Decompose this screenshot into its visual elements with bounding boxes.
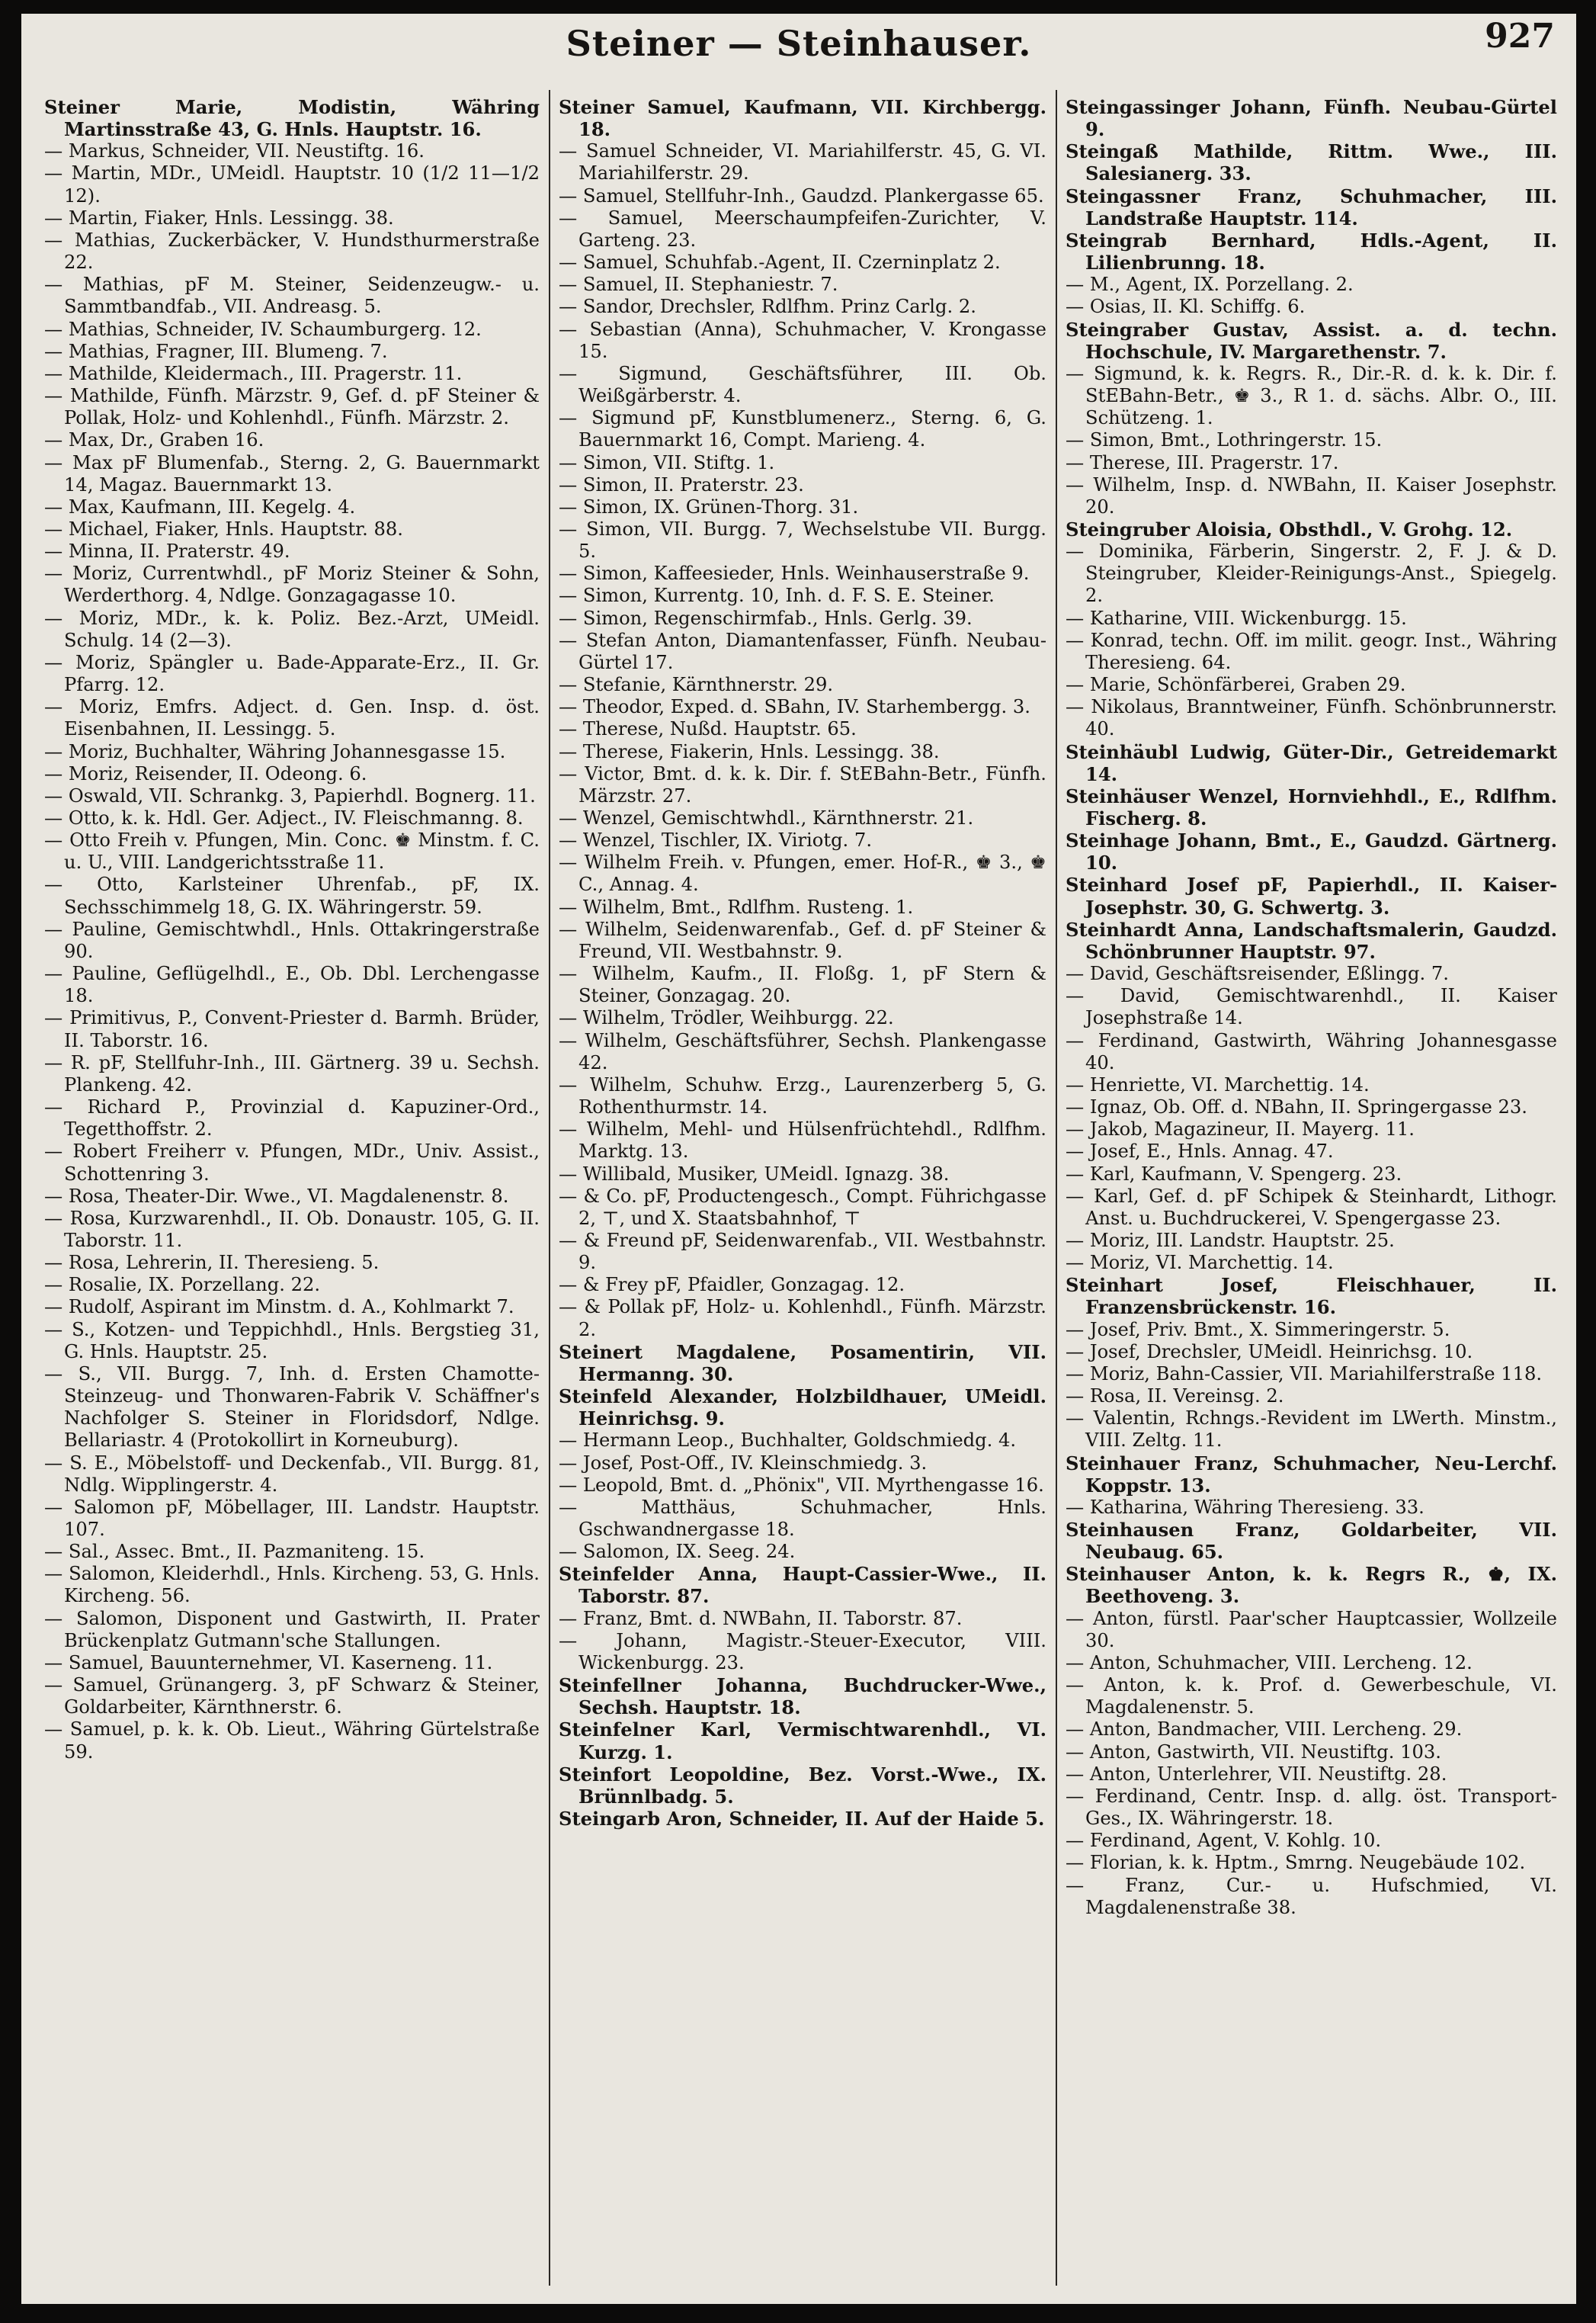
directory-entry: — Wenzel, Gemischtwhdl., Kärnthnerstr. 21. — [559, 807, 974, 829]
directory-entry: — Victor, Bmt. d. k. k. Dir. f. StEBahn-Betr., Fünfh. Märzstr. 27. — [559, 762, 1046, 807]
column-1 — [44, 96, 540, 2292]
directory-entry: — Michael, Fiaker, Hnls. Hauptstr. 88. — [44, 518, 403, 540]
directory-entry: — Simon, Bmt., Lothringerstr. 15. — [1066, 429, 1383, 451]
directory-entry: — Willibald, Musiker, UMeidl. Ignazg. 38. — [559, 1163, 950, 1185]
directory-entry: — Pauline, Geflügelhdl., E., Ob. Dbl. Lerchengasse 18. — [44, 963, 540, 1007]
directory-entry: — Rosa, II. Vereinsg. 2. — [1066, 1385, 1284, 1407]
directory-entry: — Wenzel, Tischler, IX. Viriotg. 7. — [559, 829, 873, 852]
page-header — [21, 14, 1576, 96]
directory-entry: — Sigmund, Geschäftsführer, III. Ob. Weißgärberstr. 4. — [559, 362, 1046, 407]
directory-entry: — Mathias, Fragner, III. Blumeng. 7. — [44, 340, 388, 362]
directory-entry: — Moriz, Bahn-Cassier, VII. Mariahilferstraße 118. — [1066, 1362, 1543, 1384]
directory-entry: — Salomon, Kleiderhdl., Hnls. Kircheng. 53, G. Hnls. Kircheng. 56. — [44, 1563, 540, 1607]
directory-entry: — & Pollak pF, Holz- u. Kohlenhdl., Fünfh. Märzstr. 2. — [559, 1296, 1046, 1340]
directory-headword-entry: Steinfelder Anna, Haupt-Cassier-Wwe., II. Taborstr. 87. — [559, 1563, 1046, 1608]
directory-entry: — Stefan Anton, Diamantenfasser, Fünfh. Neubau-Gürtel 17. — [559, 629, 1046, 673]
directory-entry: — Josef, Post-Off., IV. Kleinschmiedg. 3. — [559, 1452, 928, 1474]
directory-entry: — Samuel, Bauunternehmer, VI. Kaserneng. 11. — [44, 1651, 493, 1673]
directory-entry: — Primitivus, P., Convent-Priester d. Barmh. Brüder, II. Taborstr. 16. — [44, 1007, 540, 1051]
directory-entry: — Wilhelm, Seidenwarenfab., Gef. d. pF Steiner & Freund, VII. Westbahnstr. 9. — [559, 918, 1046, 962]
directory-headword-entry: Steinhage Johann, Bmt., E., Gaudzd. Gärtnerg. 10. — [1066, 829, 1557, 874]
directory-entry: — & Co. pF, Productengesch., Compt. Führichgasse 2, ⊤, und X. Staatsbahnhof, ⊤ — [559, 1185, 1046, 1229]
directory-headword-entry: Steinhardt Anna, Landschaftsmalerin, Gaudzd. Schönbrunner Hauptstr. 97. — [1066, 918, 1557, 963]
directory-entry: — Johann, Magistr.-Steuer-Executor, VIII. Wickenburgg. 23. — [559, 1629, 1046, 1673]
directory-entry: — Moriz, MDr., k. k. Poliz. Bez.-Arzt, UMeidl. Schulg. 14 (2—3). — [44, 607, 540, 651]
directory-entry: — Marie, Schönfärberei, Graben 29. — [1066, 674, 1406, 696]
directory-entry: — Anton, k. k. Prof. d. Gewerbeschule, VI. Magdalenenstr. 5. — [1066, 1674, 1557, 1718]
directory-entry: — Wilhelm Freih. v. Pfungen, emer. Hof-R., ♚ 3., ♚ C., Annag. 4. — [559, 852, 1046, 896]
directory-entry: — Florian, k. k. Hptm., Smrng. Neugebäude 102. — [1066, 1852, 1526, 1874]
directory-entry: — Hermann Leop., Buchhalter, Goldschmiedg. 4. — [559, 1429, 1017, 1452]
directory-entry: — Simon, Kurrentg. 10, Inh. d. F. S. E. Steiner. — [559, 585, 995, 607]
directory-entry: — Max pF Blumenfab., Sterng. 2, G. Bauernmarkt 14, Magaz. Bauernmarkt 13. — [44, 451, 540, 496]
directory-entry: — Sebastian (Anna), Schuhmacher, V. Krongasse 15. — [559, 318, 1046, 362]
directory-entry: — Ferdinand, Gastwirth, Währing Johannesgasse 40. — [1066, 1029, 1557, 1073]
directory-entry: — Samuel, Stellfuhr-Inh., Gaudzd. Plankergasse 65. — [559, 184, 1044, 207]
directory-entry: — Moriz, VI. Marchettig. 14. — [1066, 1252, 1334, 1274]
directory-entry: — Samuel, Meerschaumpfeifen-Zurichter, V. Garteng. 23. — [559, 207, 1046, 251]
directory-entry: — Richard P., Provinzial d. Kapuziner-Ord., Tegetthoffstr. 2. — [44, 1096, 540, 1141]
directory-entry: — Mathilde, Kleidermach., III. Pragerstr. 11. — [44, 362, 463, 384]
directory-entry: — Sigmund pF, Kunstblumenerz., Sterng. 6, G. Bauernmarkt 16, Compt. Marieng. 4. — [559, 407, 1046, 451]
directory-entry: — Wilhelm, Bmt., Rdlfhm. Rusteng. 1. — [559, 896, 914, 918]
directory-entry: — Wilhelm, Mehl- und Hülsenfrüchtehdl., Rdlfhm. Marktg. 13. — [559, 1118, 1046, 1163]
directory-entry: — Wilhelm, Kaufm., II. Floßg. 1, pF Stern & Steiner, Gonzagag. 20. — [559, 963, 1046, 1007]
directory-entry: — Otto, k. k. Hdl. Ger. Adject., IV. Fleischmanng. 8. — [44, 807, 524, 829]
directory-entry: — Martin, Fiaker, Hnls. Lessingg. 38. — [44, 207, 394, 229]
page-number: 927 — [1485, 17, 1555, 56]
directory-entry: — Wilhelm, Schuhw. Erzg., Laurenzerberg 5, G. Rothenthurmstr. 14. — [559, 1073, 1046, 1118]
directory-entry: — M., Agent, IX. Porzellang. 2. — [1066, 274, 1354, 296]
directory-entry: — & Frey pF, Pfaidler, Gonzagag. 12. — [559, 1274, 905, 1296]
column-2 — [559, 96, 1046, 2292]
directory-entry: — Anton, Bandmacher, VIII. Lercheng. 29. — [1066, 1718, 1463, 1741]
directory-entry: — Rudolf, Aspirant im Minstm. d. A., Kohlmarkt 7. — [44, 1296, 514, 1318]
directory-entry: — S., Kotzen- und Teppichhdl., Hnls. Bergstieg 31, G. Hnls. Hauptstr. 25. — [44, 1318, 540, 1362]
directory-entry: — Wilhelm, Geschäftsführer, Sechsh. Plankengasse 42. — [559, 1029, 1046, 1073]
directory-headword-entry: Steingrab Bernhard, Hdls.-Agent, II. Lilienbrunng. 18. — [1066, 229, 1557, 274]
directory-headword-entry: Steinhäuser Wenzel, Hornviehhdl., E., Rdlfhm. Fischerg. 8. — [1066, 784, 1557, 829]
directory-entry: — Max, Dr., Graben 16. — [44, 429, 264, 451]
directory-entry: — Moriz, Spängler u. Bade-Apparate-Erz., II. Gr. Pfarrg. 12. — [44, 651, 540, 696]
directory-entry: — Simon, VII. Burgg. 7, Wechselstube VII. Burgg. 5. — [559, 518, 1046, 563]
directory-entry: — Simon, Regenschirmfab., Hnls. Gerlg. 39. — [559, 607, 973, 629]
directory-entry: — Josef, E., Hnls. Annag. 47. — [1066, 1141, 1334, 1163]
directory-entry: — Dominika, Färberin, Singerstr. 2, F. J. & D. Steingruber, Kleider-Reinigungs-Anst., Spiegelg. 2. — [1066, 541, 1557, 607]
directory-entry: — Samuel, II. Stephaniestr. 7. — [559, 274, 838, 296]
directory-entry: — Samuel, p. k. k. Ob. Lieut., Währing Gürtelstraße 59. — [44, 1718, 540, 1763]
directory-entry: — Ferdinand, Agent, V. Kohlg. 10. — [1066, 1830, 1382, 1852]
directory-entry: — R. pF, Stellfuhr-Inh., III. Gärtnerg. 39 u. Sechsh. Plankeng. 42. — [44, 1051, 540, 1096]
column-divider — [1056, 90, 1057, 2286]
directory-entry: — Katharina, Währing Theresieng. 33. — [1066, 1496, 1425, 1518]
directory-entry: — Otto, Karlsteiner Uhrenfab., pF, IX. Sechsschimmelg 18, G. IX. Währingerstr. 59. — [44, 874, 540, 918]
directory-entry: — David, Gemischtwarenhdl., II. Kaiser Josephstraße 14. — [1066, 985, 1557, 1029]
directory-entry: — Stefanie, Kärnthnerstr. 29. — [559, 674, 834, 696]
directory-entry: — Nikolaus, Branntweiner, Fünfh. Schönbrunnerstr. 40. — [1066, 696, 1557, 740]
directory-entry: — Otto Freih v. Pfungen, Min. Conc. ♚ Minstm. f. C. u. U., VIII. Landgerichtsstraße 11. — [44, 829, 540, 874]
directory-entry: — S., VII. Burgg. 7, Inh. d. Ersten Chamotte-Steinzeug- und Thonwaren-Fabrik V. Schäffner's Nachfolger S. Steiner in Floridsdorf, Ndlge. Bellariastr. 4 (Protokollirt in Korneuburg). — [44, 1362, 540, 1452]
directory-entry: — David, Geschäftsreisender, Eßlingg. 7. — [1066, 963, 1449, 985]
directory-entry: — Samuel Schneider, VI. Mariahilferstr. 45, G. VI. Mariahilferstr. 29. — [559, 140, 1046, 184]
running-title: Steiner — Steinhauser. — [566, 23, 1032, 64]
directory-entry: — Moriz, III. Landstr. Hauptstr. 25. — [1066, 1229, 1395, 1251]
column-divider — [549, 90, 550, 2286]
directory-entry: — Therese, Nußd. Hauptstr. 65. — [559, 718, 857, 740]
directory-headword-entry: Steinfeld Alexander, Holzbildhauer, UMeidl. Heinrichsg. 9. — [559, 1385, 1046, 1430]
directory-entry: — Leopold, Bmt. d. „Phönix", VII. Myrthengasse 16. — [559, 1474, 1044, 1496]
directory-entry: — Konrad, techn. Off. im milit. geogr. Inst., Währing Theresieng. 64. — [1066, 629, 1557, 673]
directory-entry: — Franz, Bmt. d. NWBahn, II. Taborstr. 87. — [559, 1607, 963, 1629]
directory-entry: — Max, Kaufmann, III. Kegelg. 4. — [44, 496, 356, 518]
directory-headword-entry: Steiner Marie, Modistin, Währing Martinsstraße 43, G. Hnls. Hauptstr. 16. — [44, 96, 540, 141]
directory-entry: — Rosa, Theater-Dir. Wwe., VI. Magdalenenstr. 8. — [44, 1185, 509, 1207]
directory-headword-entry: Steingraber Gustav, Assist. a. d. techn. Hochschule, IV. Margarethenstr. 7. — [1066, 318, 1557, 363]
directory-entry: — Katharine, VIII. Wickenburgg. 15. — [1066, 607, 1407, 629]
directory-entry: — Rosa, Kurzwarenhdl., II. Ob. Donaustr. 105, G. II. Taborstr. 11. — [44, 1207, 540, 1251]
directory-entry: — Sandor, Drechsler, Rdlfhm. Prinz Carlg. 2. — [559, 296, 976, 318]
directory-entry: — Moriz, Buchhalter, Währing Johannesgasse 15. — [44, 740, 506, 762]
directory-entry: — Simon, Kaffeesieder, Hnls. Weinhauserstraße 9. — [559, 563, 1030, 585]
directory-headword-entry: Steingarb Aron, Schneider, II. Auf der Haide 5. — [559, 1808, 1045, 1830]
directory-entry: — Wilhelm, Trödler, Weihburgg. 22. — [559, 1007, 894, 1029]
directory-entry: — Moriz, Currentwhdl., pF Moriz Steiner & Sohn, Werderthorg. 4, Ndlge. Gonzagagasse 10. — [44, 563, 540, 607]
directory-entry: — Samuel, Grünangerg. 3, pF Schwarz & Steiner, Goldarbeiter, Kärnthnerstr. 6. — [44, 1674, 540, 1718]
directory-entry: — Jakob, Magazineur, II. Mayerg. 11. — [1066, 1118, 1415, 1141]
directory-headword-entry: Steinhäubl Ludwig, Güter-Dir., Getreidemarkt 14. — [1066, 740, 1557, 785]
directory-entry: — Karl, Kaufmann, V. Spengerg. 23. — [1066, 1163, 1402, 1185]
directory-entry: — & Freund pF, Seidenwarenfab., VII. Westbahnstr. 9. — [559, 1229, 1046, 1274]
column-3 — [1066, 96, 1557, 2292]
directory-entry: — Simon, IX. Grünen-Thorg. 31. — [559, 496, 859, 518]
directory-entry: — Ignaz, Ob. Off. d. NBahn, II. Springergasse 23. — [1066, 1096, 1527, 1118]
directory-entry: — Josef, Priv. Bmt., X. Simmeringerstr. 5. — [1066, 1318, 1450, 1340]
directory-entry: — Theodor, Exped. d. SBahn, IV. Starhembergg. 3. — [559, 696, 1030, 718]
directory-entry: — Valentin, Rchngs.-Revident im LWerth. Minstm., VIII. Zeltg. 11. — [1066, 1407, 1557, 1452]
directory-entry: — Henriette, VI. Marchettig. 14. — [1066, 1073, 1370, 1096]
directory-entry: — Therese, Fiakerin, Hnls. Lessingg. 38. — [559, 740, 940, 762]
directory-entry: — Simon, VII. Stiftg. 1. — [559, 451, 775, 473]
directory-entry: — Sigmund, k. k. Regrs. R., Dir.-R. d. k. k. Dir. f. StEBahn-Betr., ♚ 3., R 1. d. sächs. Albr. O., III. Schützeng. 1. — [1066, 362, 1557, 429]
directory-entry: — Ferdinand, Centr. Insp. d. allg. öst. Transport-Ges., IX. Währingerstr. 18. — [1066, 1785, 1557, 1830]
directory-entry: — Mathias, Schneider, IV. Schaumburgerg. 12. — [44, 318, 482, 340]
directory-headword-entry: Steingruber Aloisia, Obsthdl., V. Grohg. 12. — [1066, 518, 1513, 541]
directory-entry: — Osias, II. Kl. Schiffg. 6. — [1066, 296, 1306, 318]
directory-page — [21, 14, 1576, 2304]
directory-entry: — Martin, MDr., UMeidl. Hauptstr. 10 (1/2 11—1/2 12). — [44, 162, 540, 207]
directory-entry: — Therese, III. Pragerstr. 17. — [1066, 451, 1339, 473]
directory-entry: — Moriz, Emfrs. Adject. d. Gen. Insp. d. öst. Eisenbahnen, II. Lessingg. 5. — [44, 696, 540, 740]
directory-entry: — Samuel, Schuhfab.-Agent, II. Czerninplatz 2. — [559, 252, 1001, 274]
directory-entry: — S. E., Möbelstoff- und Deckenfab., VII. Burgg. 81, Ndlg. Wipplingerstr. 4. — [44, 1452, 540, 1496]
directory-entry: — Salomon pF, Möbellager, III. Landstr. Hauptstr. 107. — [44, 1496, 540, 1540]
directory-headword-entry: Steingassner Franz, Schuhmacher, III. Landstraße Hauptstr. 114. — [1066, 184, 1557, 229]
directory-headword-entry: Steinhauer Franz, Schuhmacher, Neu-Lerchf. Koppstr. 13. — [1066, 1452, 1557, 1497]
directory-headword-entry: Steiner Samuel, Kaufmann, VII. Kirchbergg. 18. — [559, 96, 1046, 141]
directory-entry: — Minna, II. Praterstr. 49. — [44, 541, 290, 563]
directory-entry: — Matthäus, Schuhmacher, Hnls. Gschwandnergasse 18. — [559, 1496, 1046, 1540]
directory-entry: — Robert Freiherr v. Pfungen, MDr., Univ. Assist., Schottenring 3. — [44, 1141, 540, 1185]
directory-headword-entry: Steinfort Leopoldine, Bez. Vorst.-Wwe., IX. Brünnlbadg. 5. — [559, 1763, 1046, 1808]
directory-entry: — Anton, Unterlehrer, VII. Neustiftg. 28. — [1066, 1763, 1447, 1785]
directory-entry: — Franz, Cur.- u. Hufschmied, VI. Magdalenenstraße 38. — [1066, 1874, 1557, 1918]
directory-entry: — Anton, Schuhmacher, VIII. Lercheng. 12. — [1066, 1651, 1473, 1673]
directory-headword-entry: Steingaß Mathilde, Rittm. Wwe., III. Salesianerg. 33. — [1066, 140, 1557, 185]
directory-entry: — Mathilde, Fünfh. Märzstr. 9, Gef. d. pF Steiner & Pollak, Holz- und Kohlenhdl., Fünfh. Märzstr. 2. — [44, 385, 540, 429]
directory-headword-entry: Steinfellner Johanna, Buchdrucker-Wwe., Sechsh. Hauptstr. 18. — [559, 1674, 1046, 1719]
directory-entry: — Wilhelm, Insp. d. NWBahn, II. Kaiser Josephstr. 20. — [1066, 473, 1557, 518]
directory-entry: — Markus, Schneider, VII. Neustiftg. 16. — [44, 140, 425, 162]
directory-headword-entry: Steinhausen Franz, Goldarbeiter, VII. Neubaug. 65. — [1066, 1519, 1557, 1564]
directory-entry: — Moriz, Reisender, II. Odeong. 6. — [44, 762, 367, 784]
directory-entry: — Rosalie, IX. Porzellang. 22. — [44, 1274, 321, 1296]
directory-entry: — Mathias, pF M. Steiner, Seidenzeugw.- u. Sammtbandfab., VII. Andreasg. 5. — [44, 274, 540, 318]
directory-entry: — Oswald, VII. Schrankg. 3, Papierhdl. Bognerg. 11. — [44, 784, 536, 807]
directory-entry: — Josef, Drechsler, UMeidl. Heinrichsg. 10. — [1066, 1340, 1473, 1362]
directory-entry: — Anton, fürstl. Paar'scher Hauptcassier, Wollzeile 30. — [1066, 1607, 1557, 1651]
directory-entry: — Simon, II. Praterstr. 23. — [559, 473, 804, 496]
directory-entry: — Salomon, IX. Seeg. 24. — [559, 1541, 796, 1563]
directory-entry: — Sal., Assec. Bmt., II. Pazmaniteng. 15. — [44, 1541, 425, 1563]
directory-entry: — Anton, Gastwirth, VII. Neustiftg. 103. — [1066, 1741, 1441, 1763]
directory-headword-entry: Steingassinger Johann, Fünfh. Neubau-Gürtel 9. — [1066, 96, 1557, 141]
directory-headword-entry: Steinhauser Anton, k. k. Regrs R., ♚, IX. Beethoveng. 3. — [1066, 1563, 1557, 1608]
directory-entry: — Mathias, Zuckerbäcker, V. Hundsthurmerstraße 22. — [44, 229, 540, 274]
directory-headword-entry: Steinhart Josef, Fleischhauer, II. Franzensbrückenstr. 16. — [1066, 1274, 1557, 1319]
directory-headword-entry: Steinert Magdalene, Posamentirin, VII. Hermanng. 30. — [559, 1340, 1046, 1385]
directory-headword-entry: Steinhard Josef pF, Papierhdl., II. Kaiser-Josephstr. 30, G. Schwertg. 3. — [1066, 874, 1557, 919]
directory-entry: — Salomon, Disponent und Gastwirth, II. Prater Brückenplatz Gutmann'sche Stallungen. — [44, 1607, 540, 1651]
directory-entry: — Rosa, Lehrerin, II. Theresieng. 5. — [44, 1252, 380, 1274]
directory-entry: — Pauline, Gemischtwhdl., Hnls. Ottakringerstraße 90. — [44, 918, 540, 962]
directory-headword-entry: Steinfelner Karl, Vermischtwarenhdl., VI. Kurzg. 1. — [559, 1718, 1046, 1763]
directory-entry: — Karl, Gef. d. pF Schipek & Steinhardt, Lithogr. Anst. u. Buchdruckerei, V. Spengergasse 23. — [1066, 1185, 1557, 1229]
